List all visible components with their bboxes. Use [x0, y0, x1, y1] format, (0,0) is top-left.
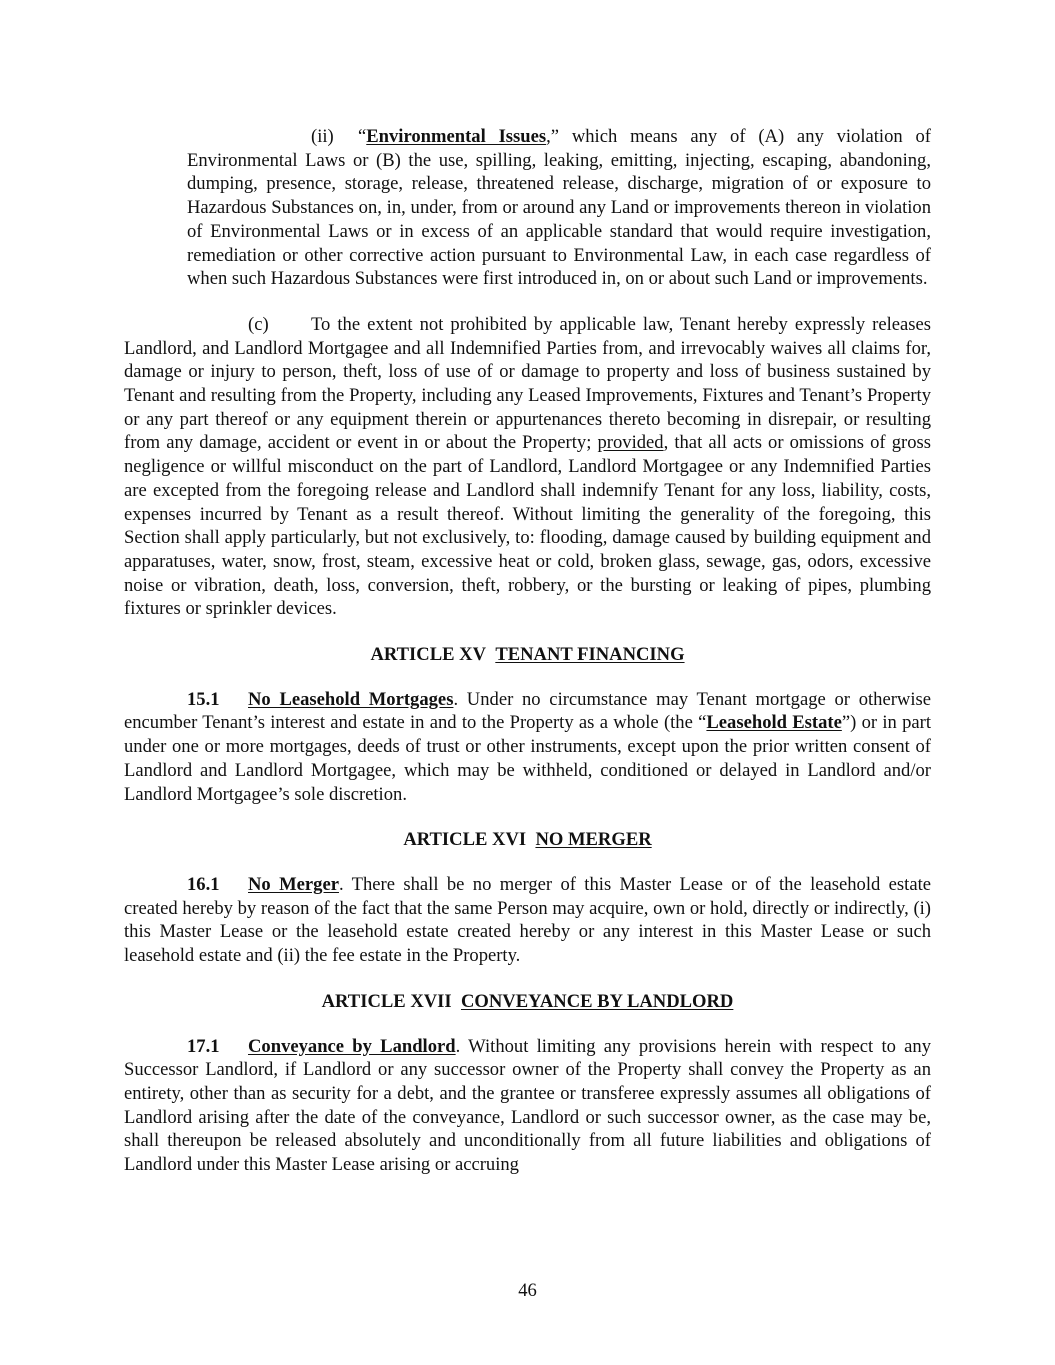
- open-quote: “: [358, 126, 367, 147]
- paragraph-c-body-1: To the extent not prohibited by applicable law, Tenant hereby expressly releases Landlord, and Landlord Mortgagee and all Indemnified Parties from, and irrevocably waives all claims for, damage or injury to person, theft, loss of use of or damage to property and loss of business sustained by Tenant and resulting from the Property, including any Leased Improvements, Fixtures and Tenant’s Property or any part thereof or any equipment therein or appurtenances thereto becoming in disrepair, or resulting from any damage, accident or event in or about the Property;: [124, 313, 931, 454]
- section-17-1: [124, 1035, 931, 1177]
- article-16-number: ARTICLE XVI: [403, 829, 527, 851]
- section-16-1-title: No Merger: [248, 873, 339, 895]
- defined-term-environmental-issues: Environmental Issues: [366, 126, 547, 147]
- section-16-1: [124, 873, 931, 968]
- section-15-1-body-2: ”) or in part under one or more mortgages, deeds of trust or other instruments, except upon the prior written consent of Landlord and Landlord Mortgagee, which may be withheld, conditioned or delayed in Landlord and/or Landlord Mortgagee’s sole discretion.: [124, 712, 931, 805]
- section-15-1: [124, 688, 931, 807]
- section-17-1-body: . Without limiting any provisions herein with respect to any Successor Landlord, if Landlord or any successor owner of the Property shall convey the Property as an entirety, other than as security for a debt, and the grantee or transferee expressly assumes all obligations of Landlord arising after the date of the conveyance, Landlord or such successor owner, as the case may be, shall thereupon be released absolutely and unconditionally from all future liabilities and obligations of Landlord under this Master Lease arising or accruing: [124, 1035, 931, 1176]
- paragraph-c: [124, 313, 931, 621]
- document-page: [124, 125, 931, 1177]
- section-17-1-number: 17.1: [187, 1035, 220, 1057]
- provided-term: provided: [597, 432, 664, 454]
- article-16-title: NO MERGER: [535, 829, 652, 851]
- article-16-heading: [124, 828, 931, 852]
- paragraph-c-body-2: , that all acts or omissions of gross negligence or willful misconduct on the part of Landlord, Landlord Mortgagee or any Indemnified Parties are excepted from the foregoing release and Landlord shall indemnify Tenant for any loss, liability, costs, expenses incurred by Tenant as a result thereof. Without limiting the generality of the foregoing, this Section shall apply particularly, but not exclusively, to: flooding, damage caused by building equipment and apparatuses, water, snow, frost, steam, excessive heat or cold, broken glass, sewage, gas, odors, excessive noise or vibration, death, loss, conversion, theft, robbery, or the bursting or leaking of pipes, plumbing fixtures or sprinkler devices.: [124, 432, 931, 620]
- section-15-1-number: 15.1: [187, 688, 220, 710]
- article-17-number: ARTICLE XVII: [321, 990, 452, 1012]
- section-16-1-body: . There shall be no merger of this Master Lease or of the leasehold estate created hereby by reason of the fact that the same Person may acquire, own or hold, directly or indirectly, (i) this Master Lease or the leasehold estate created hereby or any interest in this Master Lease or such leasehold estate and (ii) the fee estate in the Property.: [124, 873, 932, 967]
- article-15-title: TENANT FINANCING: [495, 644, 685, 666]
- section-15-1-body-1: . Under no circumstance may Tenant mortgage or otherwise encumber Tenant’s interest and estate in and to the Property as a whole (the “: [124, 688, 931, 734]
- article-15-number: ARTICLE XV: [370, 644, 487, 666]
- paragraph-ii-body: ,” which means any of (A) any violation of Environmental Laws or (B) the use, spilling, leaking, emitting, injecting, escaping, abandoning, dumping, presence, storage, release, threatened release, discharge, migration of or exposure to Hazardous Substances on, in, under, from or around any Land or improvements thereon in violation of Environmental Laws or in excess of an applicable standard that would require investigation, remediation or other corrective action pursuant to Environmental Law, in each case regardless of when such Hazardous Substances were first introduced in, on or about such Land or improvements.: [187, 126, 931, 290]
- paragraph-c-label: (c): [248, 313, 269, 335]
- defined-term-leasehold-estate: Leasehold Estate: [706, 712, 842, 734]
- section-16-1-number: 16.1: [187, 873, 220, 895]
- section-15-1-title: No Leasehold Mortgages: [248, 688, 454, 710]
- page-number: 46: [518, 1280, 537, 1301]
- paragraph-ii: [187, 125, 931, 291]
- article-17-title: CONVEYANCE BY LANDLORD: [460, 990, 734, 1012]
- article-15-heading: [124, 643, 931, 667]
- paragraph-ii-text: [187, 125, 931, 291]
- article-17-heading: [124, 990, 931, 1014]
- section-17-1-title: Conveyance by Landlord: [248, 1035, 456, 1057]
- paragraph-ii-label: (ii): [311, 126, 334, 147]
